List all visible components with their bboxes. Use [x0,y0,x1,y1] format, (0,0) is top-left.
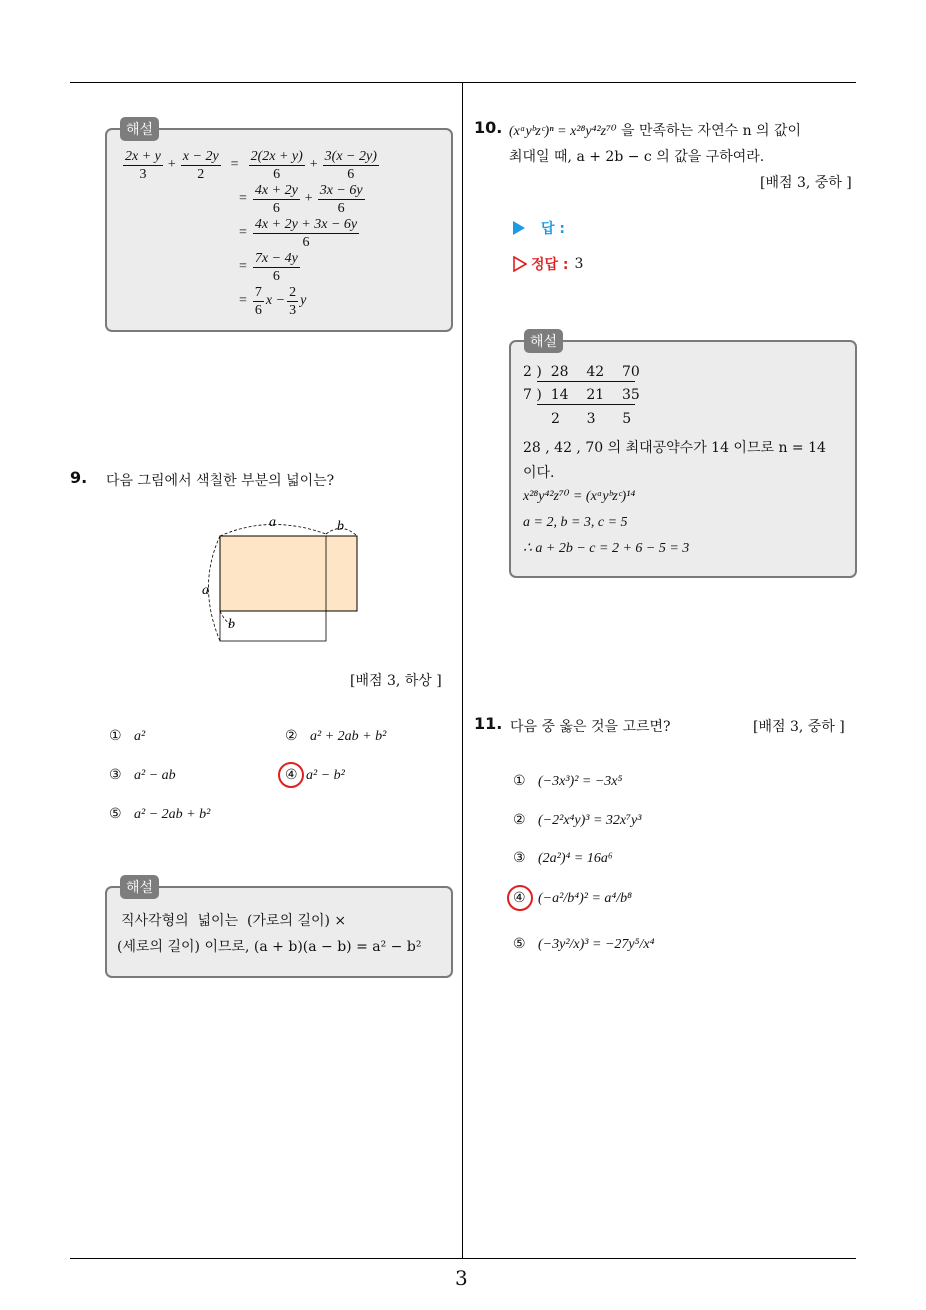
q10-question-line1 [509,120,801,140]
outline-triangle-icon [513,256,527,272]
choice-text: (2a²)⁴ = 16a⁶ [538,851,613,866]
q10-score: [배점 3, 중하 ] [760,175,852,191]
choice-mark: ② [513,812,526,828]
choice-mark: ④ [513,890,526,906]
choice-mark: ⑤ [513,936,526,952]
choice-mark: ③ [513,850,526,866]
q10-solution-text1: 28 , 42 , 70 의 최대공약수가 14 이므로 n = 14 [523,440,826,456]
q9-question: 다음 그림에서 색칠한 부분의 넓이는? [106,473,335,489]
q8-eq: = [239,259,247,274]
choice-mark: ① [513,773,526,789]
q8-eq: = [230,157,239,172]
q9-label-b-bottom: b [228,617,235,632]
q8-frac-num: 4x + 2y + 3x − 6y [254,216,358,232]
q9-solution-box [105,886,453,978]
q10-division-row3: 2 3 5 [551,411,632,427]
q8-frac-num: 7 [254,284,262,300]
q9-brace-left-a [209,536,221,641]
q9-solution-tag: 해설 [120,875,159,899]
choice-text: a² + 2ab + b² [310,729,387,744]
q8-frac-den: 6 [273,166,281,182]
q10-solution-text2: 이다. [523,465,555,481]
q9-choice-4[interactable] [285,767,345,784]
q9-score: [배점 3, 하상 ] [350,673,442,689]
q11-number: 11. [474,714,503,733]
choice-mark: ① [109,728,122,744]
q8-solution-box [105,128,453,332]
q8-frac-num: 2(2x + y) [250,148,303,164]
q8-plus: + [167,157,176,172]
q9-choice-1[interactable] [109,728,145,745]
q8-frac-num: 4x + 2y [254,182,298,198]
q10-division-line1 [537,381,635,382]
q9-solution-line1: 직사각형의 넓이는 (가로의 길이) × [121,913,347,929]
choice-text: a² − 2ab + b² [134,807,211,822]
q8-frac-den: 6 [302,234,310,250]
q11-choice-4[interactable] [513,890,632,907]
column-divider [462,82,463,1258]
q10-solution-eq2: a = 2, b = 3, c = 5 [523,515,628,530]
q8-frac-num: x − 2y [182,148,219,164]
q8-eq: = [239,191,247,206]
q10-correct-label: 정답 : [531,257,569,273]
q8-solution-math [121,148,381,318]
choice-text: a² − ab [134,768,176,783]
q8-plus: + [309,157,318,172]
q8-frac-num: 3(x − 2y) [324,148,377,164]
q9-label-a-left: a [202,583,209,598]
bottom-rule [70,1258,856,1259]
q8-term: y [300,293,307,308]
choice-text: a² − b² [306,768,345,783]
q10-division-row1: 2 ) 28 42 70 [523,364,640,380]
choice-text: (−3y²/x)³ = −27y⁵/x⁴ [538,937,655,952]
q10-number: 10. [474,118,503,137]
q8-eq: = [239,225,247,240]
choice-text: (−3x³)² = −3x⁵ [538,774,623,789]
q9-label-a-top: a [269,515,276,530]
q11-score: [배점 3, 중하 ] [753,719,845,735]
q10-solution-box [509,340,857,578]
q10-answer-row[interactable] [513,218,565,238]
q10-answer-label: 답 : [541,221,565,237]
q10-question-text: 을 만족하는 자연수 n 의 값이 [616,123,802,139]
choice-mark: ③ [109,767,122,783]
play-triangle-icon [513,221,525,235]
q11-choice-1[interactable] [513,773,622,790]
q9-figure [195,510,375,650]
q8-frac-den: 3 [289,302,297,318]
q8-frac-den: 6 [272,268,280,284]
q8-frac-den: 6 [347,166,355,182]
q10-solution-eq3: ∴ a + 2b − c = 2 + 6 − 5 = 3 [523,541,690,556]
q10-correct-value: 3 [574,256,584,272]
q8-frac-num: 3x − 6y [319,182,363,198]
q10-solution-eq1: x²⁸y⁴²z⁷⁰ = (xᵃyᵇzᶜ)¹⁴ [523,489,636,504]
q11-question: 다음 중 옳은 것을 고르면? [510,719,671,735]
q9-choice-2[interactable] [285,728,386,745]
q11-choice-2[interactable] [513,812,641,829]
q9-choice-5[interactable] [109,806,210,823]
choice-text: (−a²/b⁴)² = a⁴/b⁸ [538,891,633,906]
q10-question-math: (xᵃyᵇzᶜ)ⁿ = x²⁸y⁴²z⁷⁰ [509,124,617,139]
q8-frac-num: 2 [289,284,297,300]
page-number: 3 [455,1266,468,1290]
choice-text: (−2²x⁴y)³ = 32x⁷y³ [538,813,642,828]
q11-choice-3[interactable] [513,850,613,867]
q10-correct-row [513,254,583,274]
q8-solution-tag: 해설 [120,117,159,141]
q8-frac-den: 6 [337,200,345,216]
q9-solution-line2: (세로의 길이) 이므로, (a + b)(a − b) = a² − b² [117,939,422,955]
q11-choice-5[interactable] [513,936,654,953]
q8-plus: + [304,191,313,206]
top-rule [70,82,856,83]
choice-text: a² [134,729,146,744]
q10-question-line2: 최대일 때, a + 2b − c 의 값을 구하여라. [509,149,765,165]
q10-division-line2 [537,404,635,405]
q10-division-row2: 7 ) 14 21 35 [523,387,640,403]
choice-mark: ④ [285,767,298,783]
q9-label-b-top: b [337,519,344,534]
q8-term: x − [265,293,286,308]
q10-solution-tag: 해설 [524,329,563,353]
q8-frac-den: 6 [254,302,262,318]
q9-number: 9. [70,468,88,487]
q9-shaded-rect [220,536,357,611]
q8-eq: = [239,293,247,308]
q8-frac-num: 7x − 4y [254,250,298,266]
q8-frac-den: 2 [197,166,205,182]
q8-frac-den: 6 [272,200,280,216]
choice-mark: ⑤ [109,806,122,822]
choice-mark: ② [285,728,298,744]
q9-choice-3[interactable] [109,767,176,784]
q8-frac-num: 2x + y [125,148,161,164]
q8-frac-den: 3 [139,166,147,182]
